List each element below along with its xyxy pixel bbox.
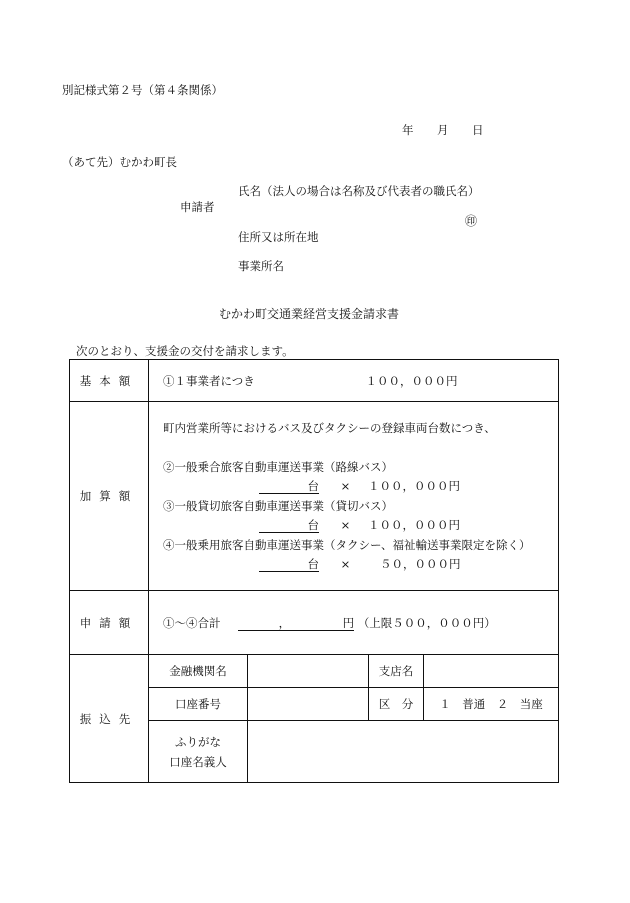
account-number-field[interactable]: [248, 688, 369, 721]
applicant-office-label: 事業所名: [238, 259, 284, 273]
account-type-options[interactable]: １ 普通 ２ 当座: [424, 688, 559, 721]
account-type-label: 区 分: [369, 688, 424, 721]
request-form-table: [69, 359, 559, 783]
applicant-name-label: 氏名（法人の場合は名称及び代表者の職氏名）: [238, 184, 480, 198]
additional-item-2-amount: １００，０００円: [367, 479, 460, 493]
account-holder-label: 口座名義人: [169, 754, 227, 769]
branch-name-field[interactable]: [424, 655, 559, 688]
request-total-prefix: ①～④合計: [163, 615, 221, 630]
base-amount-label: 基本額: [70, 360, 149, 402]
times-sign: ×: [340, 518, 351, 532]
base-amount-cell: [149, 360, 559, 402]
vehicle-count-field-3[interactable]: 台: [259, 519, 319, 533]
date-day: 日: [472, 123, 484, 137]
account-holder-label-cell: [149, 721, 248, 783]
additional-amount-label: 加算額: [70, 402, 149, 591]
date-month: 月: [437, 123, 449, 137]
request-amount-label: 申請額: [70, 591, 149, 655]
vehicle-count-field-4[interactable]: 台: [259, 558, 319, 572]
request-amount-thousands-field[interactable]: ，: [238, 617, 290, 631]
additional-item-3-amount: １００，０００円: [367, 518, 460, 532]
additional-amount-row: [70, 402, 559, 591]
additional-item-4-name: ④一般乗用旅客自動車運送事業（タクシー、福祉輸送事業限定を除く）: [163, 538, 531, 552]
bank-name-label: 金融機関名: [149, 655, 248, 688]
times-sign: ×: [340, 557, 351, 571]
bank-name-field[interactable]: [248, 655, 369, 688]
times-sign: ×: [340, 479, 351, 493]
base-amount-value: １００，０００円: [365, 373, 458, 388]
date-year: 年: [402, 123, 414, 137]
request-amount-row: [70, 591, 559, 655]
additional-item-3-calc: [259, 517, 460, 533]
base-amount-item: ①１事業者につき: [163, 373, 255, 388]
additional-item-4-calc: [259, 556, 460, 572]
additional-item-4-amount: ５０，０００円: [379, 557, 461, 571]
applicant-label: 申請者: [180, 200, 215, 214]
additional-item-3-name: ③一般貸切旅客自動車運送事業（貸切バス）: [163, 499, 393, 513]
form-number: 別記様式第２号（第４条関係）: [62, 83, 223, 97]
account-number-label: 口座番号: [149, 688, 248, 721]
request-amount-cell: [149, 591, 559, 655]
additional-item-2-calc: [259, 478, 460, 494]
additional-amount-cell: [149, 402, 559, 591]
furigana-label: ふりがな: [175, 734, 221, 749]
addressee: （あて先）むかわ町長: [62, 155, 177, 169]
seal-mark: ㊞: [465, 214, 478, 228]
additional-intro: 町内営業所等におけるバス及びタクシーの登録車両台数につき、: [163, 421, 496, 435]
document-title: むかわ町交通業経営支援金請求書: [219, 307, 400, 321]
request-amount-field[interactable]: 円: [290, 617, 354, 631]
vehicle-count-field-2[interactable]: 台: [259, 480, 319, 494]
applicant-address-label: 住所又は所在地: [238, 230, 319, 244]
request-limit: （上限５００，０００円）: [357, 615, 496, 630]
branch-name-label: 支店名: [369, 655, 424, 688]
account-holder-field[interactable]: [248, 721, 559, 783]
transfer-label: 振込先: [70, 655, 149, 783]
additional-item-2-name: ②一般乗合旅客自動車運送事業（路線バス）: [163, 460, 393, 474]
bank-row: [70, 655, 559, 688]
base-amount-row: [70, 360, 559, 402]
intro-text: 次のとおり、支援金の交付を請求します。: [76, 344, 294, 358]
